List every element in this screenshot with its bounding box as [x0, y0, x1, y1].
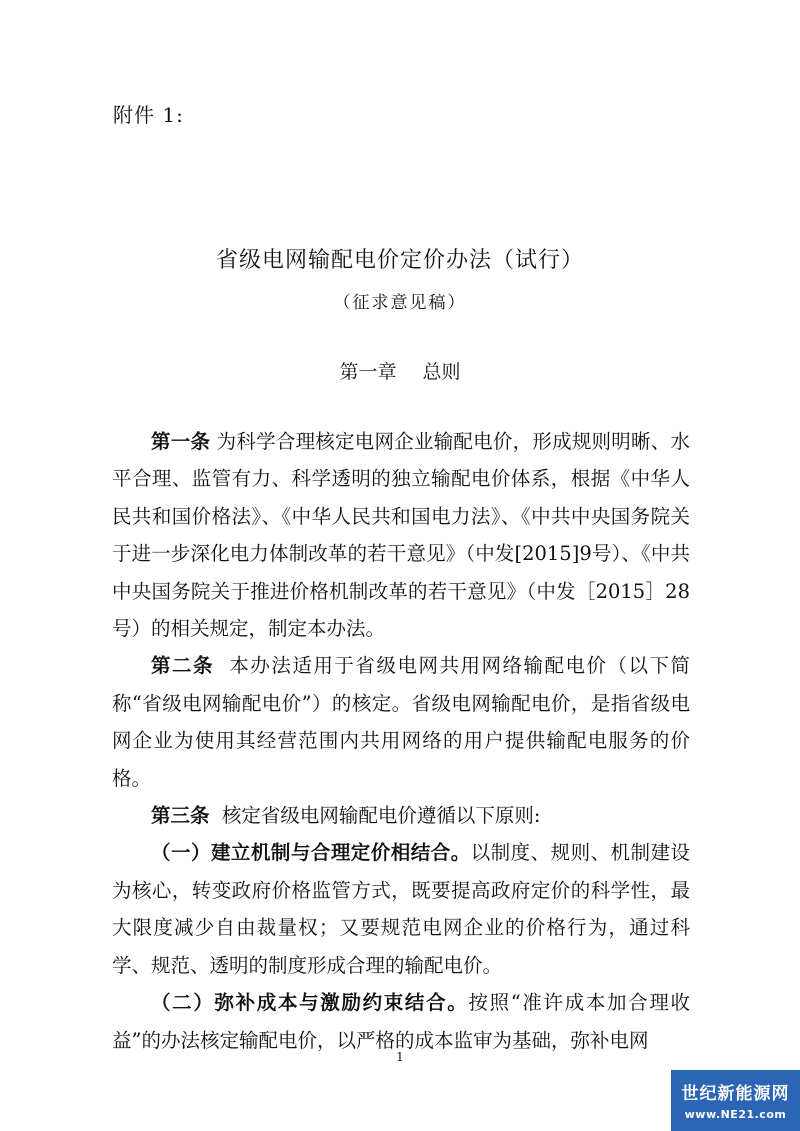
principle-2-text: 按照“准许成本加合理收益”的办法核定输配电价，以严格的成本监审为基础，弥补电网 [112, 991, 690, 1052]
document-subtitle: （征求意见稿） [333, 293, 467, 313]
principle-2 [112, 984, 690, 1059]
article-1-text: 为科学合理核定电网企业输配电价，形成规则明晰、水平合理、监管有力、科学透明的独立输配电价体系，根据《中华人民共和国价格法》、《中华人民共和国电力法》、《中共中央国务院关于进一步深化电力体制改革的若干意见》（中发[2015]9号）、《中共中央国务院关于推进价格机制改革的若干意见》（中发［2015］28号）的相关规定，制定本办法。 [112, 430, 690, 641]
article-3 [112, 797, 690, 834]
principle-1-heading: （一）建立机制与合理定价相结合。 [151, 841, 471, 865]
article-2-text: 本办法适用于省级电网共用网络输配电价（以下简称“省级电网输配电价”）的核定。省级电网输配电价，是指省级电网企业为使用其经营范围内共用网络的用户提供输配电服务的价格。 [112, 654, 690, 790]
article-3-text: 核定省级电网输配电价遵循以下原则: [221, 804, 541, 828]
attachment-label: 附件 1: [113, 103, 184, 127]
article-1 [112, 423, 690, 647]
chapter-heading [0, 357, 800, 384]
principle-1 [112, 834, 690, 984]
article-2-heading: 第二条 [151, 654, 215, 678]
document-body [112, 423, 690, 1059]
chapter-number: 第一章 [339, 361, 397, 383]
chapter-name: 总则 [422, 361, 461, 383]
document-title: 省级电网输配电价定价办法（试行） [215, 248, 584, 273]
article-1-heading: 第一条 [151, 430, 211, 453]
article-2 [112, 647, 690, 797]
site-watermark-logo [671, 1070, 800, 1131]
watermark-site-url: www.NE21.com [684, 1108, 787, 1121]
page-number: 1 [396, 1050, 404, 1064]
watermark-site-name: 世纪新能源网 [681, 1084, 790, 1104]
principle-1-text: 以制度、规则、机制建设为核心，转变政府价格监管方式，既要提高政府定价的科学性，最大限度减少自由裁量权；又要规范电网企业的价格行为，通过科学、规范、透明的制度形成合理的输配电价。 [112, 841, 690, 977]
article-3-heading: 第三条 [151, 804, 210, 828]
principle-2-heading: （二）弥补成本与激励约束结合。 [151, 991, 469, 1015]
